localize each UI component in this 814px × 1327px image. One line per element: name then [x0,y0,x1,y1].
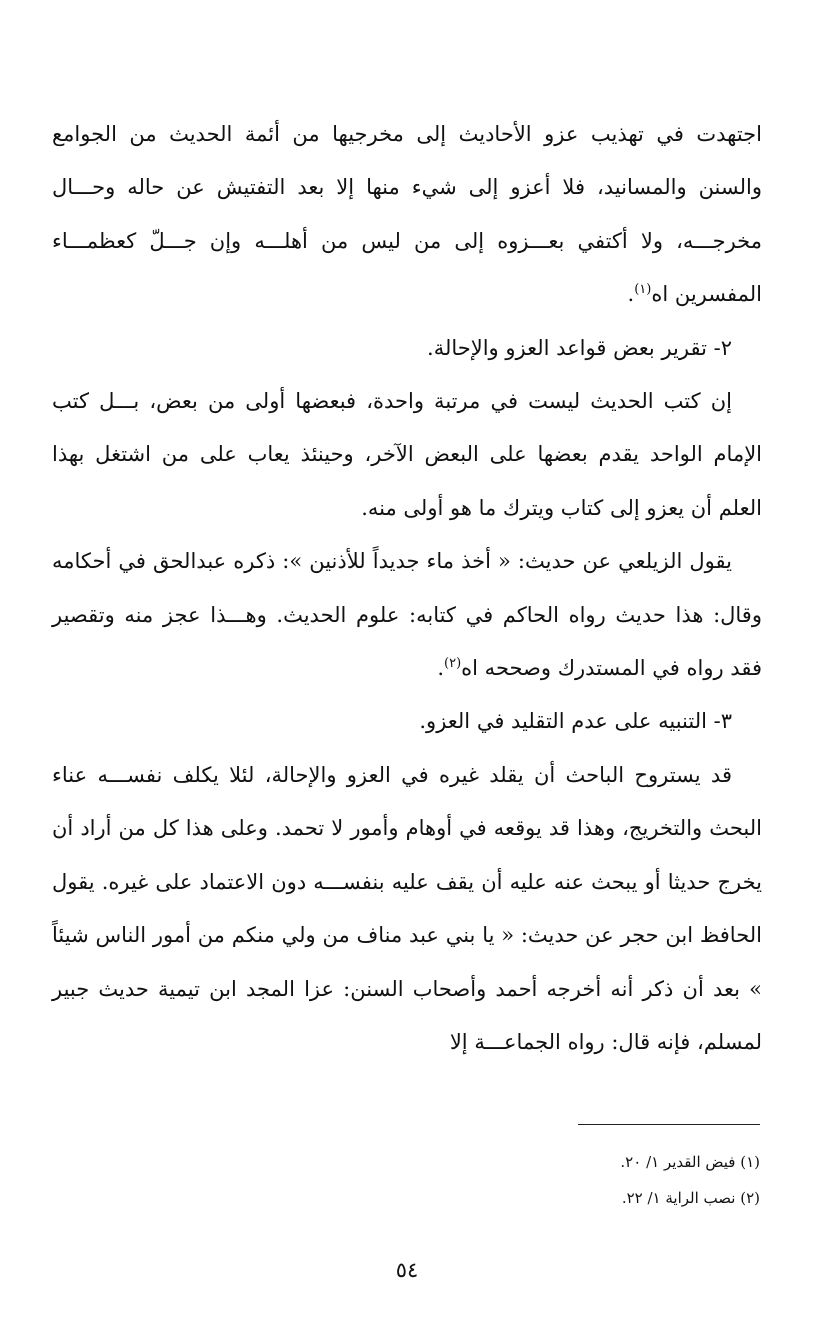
paragraph-3-text: إن كتب الحديث ليست في مرتبة واحدة، فبعضها أولى من بعض، بـــل كتب الإمام الواحد يقدم بعضها على البعض الآخر، وحينئذ يعاب على من اشتغل بهذا العلم أن يعزو إلى كتاب ويترك ما هو أولى منه. [52,389,762,520]
paragraph-1-tail: . [627,282,635,307]
paragraph-4-text: يقول الزيلعي عن حديث: « أخذ ماء جديداً للأذنين »: ذكره عبدالحق في أحكامه وقال: هذا حديث رواه الحاكم في كتابه: علوم الحديث. وهـــذا عجز منه وتقصير فقد رواه في المستدرك وصححه اه [52,549,762,681]
paragraph-6-text: قد يستروح الباحث أن يقلد غيره في العزو والإحالة، لئلا يكلف نفســـه عناء البحث والتخريج، وهذا قد يوقعه في أوهام وأمور لا تحمد. وعلى هذا كل من أراد أن يخرج حديثا أو يبحث عنه عليه أن يقف عليه بنفســـه دون الاعتماد على غيره. يقول الحافظ ابن حجر عن حديث: « يا بني عبد مناف من ولي منكم من أمور الناس شيئاً » بعد أن ذكر أنه أخرجه أحمد وأصحاب السنن: عزا المجد ابن تيمية حديث جبير لمسلم، فإنه قال: رواه الجماعـــة إلا [52,762,762,1054]
footnote-1: (١) فيض القدير ١/ ٢٠. [620,1153,760,1171]
page-number: ٥٤ [395,1258,419,1282]
footnote-divider [578,1124,760,1125]
footnote-ref-1: (١) [634,282,652,298]
section-heading-3-text: ٣- التنبيه على عدم التقليد في العزو. [419,709,732,734]
paragraph-1-text: اجتهدت في تهذيب عزو الأحاديث إلى مخرجيها من أئمة الحديث من الجوامع والسنن والمسانيد، فلا أعزو إلى شيء منها إلا بعد التفتيش عن حاله وحـــال مخرجـــه، ولا أكتفي بعـــزوه إلى من ليس من أهلـــه وإن جـــلّ كعظمـــاء المفسرين اه [52,122,762,307]
section-heading-3 [52,695,762,748]
paragraph-6 [52,749,762,1069]
footnote-2: (٢) نصب الراية ١/ ٢٢. [621,1189,760,1207]
paragraph-1 [52,108,762,322]
paragraph-4-tail: . [437,656,445,681]
footnotes [360,1144,760,1216]
section-heading-2 [52,322,762,375]
paragraph-3 [52,375,762,535]
footnote-ref-2: (٢) [444,656,462,672]
section-heading-2-text: ٢- تقرير بعض قواعد العزو والإحالة. [427,335,732,360]
paragraph-4 [52,535,762,695]
main-text [52,108,762,1069]
